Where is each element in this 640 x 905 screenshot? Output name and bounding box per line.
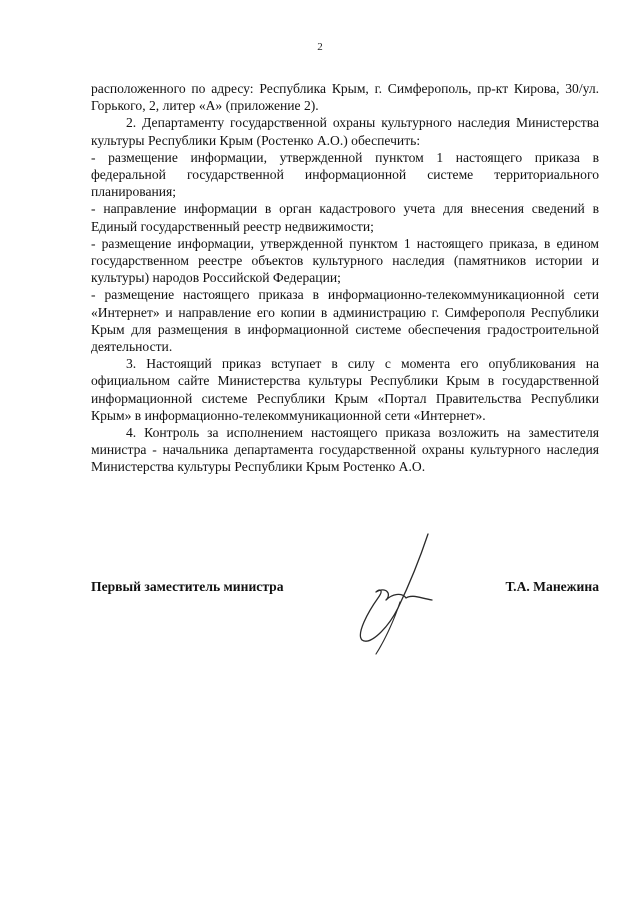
page-number: 2 xyxy=(317,41,323,53)
signature-block xyxy=(91,579,599,599)
signer-name: Т.А. Манежина xyxy=(505,579,599,594)
paragraph-item-3: 3. Настоящий приказ вступает в силу с момента его опубликования на официальном сайте Министерства культуры Республики Крым в государственной информационной системе Республики Крым «Портал Правительства Республики Крым» в информационно-телекоммуникационной сети «Интернет». xyxy=(91,356,599,423)
document-body xyxy=(91,80,599,476)
bullet-item-cadastral: - направление информации в орган кадастрового учета для внесения сведений в Единый государственный реестр недвижимости; xyxy=(91,201,599,234)
paragraph-continuation: расположенного по адресу: Республика Крым, г. Симферополь, пр-кт Кирова, 30/ул. Горького, 2, литер «А» (приложение 2). xyxy=(91,81,599,114)
paragraph-item-2: 2. Департаменту государственной охраны культурного наследия Министерства культуры Республики Крым (Ростенко А.О.) обеспечить: xyxy=(91,115,599,148)
bullet-item-heritage-registry: - размещение информации, утвержденной пунктом 1 настоящего приказа, в едином государственном реестре объектов культурного наследия (памятников истории и культуры) народов Российской Федерации; xyxy=(91,235,599,286)
signer-title: Первый заместитель министра xyxy=(91,579,284,594)
bullet-item-internet-publication: - размещение настоящего приказа в информационно-телекоммуникационной сети «Интернет» и направление его копии в администрацию г. Симферополя Республики Крым для размещения в информационной системе обеспечения градостроительной деятельности. xyxy=(91,287,599,355)
bullet-item-gis-planning: - размещение информации, утвержденной пунктом 1 настоящего приказа в федеральной государственной информационной системе территориального планирования; xyxy=(91,149,599,200)
paragraph-item-4: 4. Контроль за исполнением настоящего приказа возложить на заместителя министра - начальника департамента государственной охраны культурного наследия Министерства культуры Республики Крым Ростенко А.О. xyxy=(91,425,599,475)
